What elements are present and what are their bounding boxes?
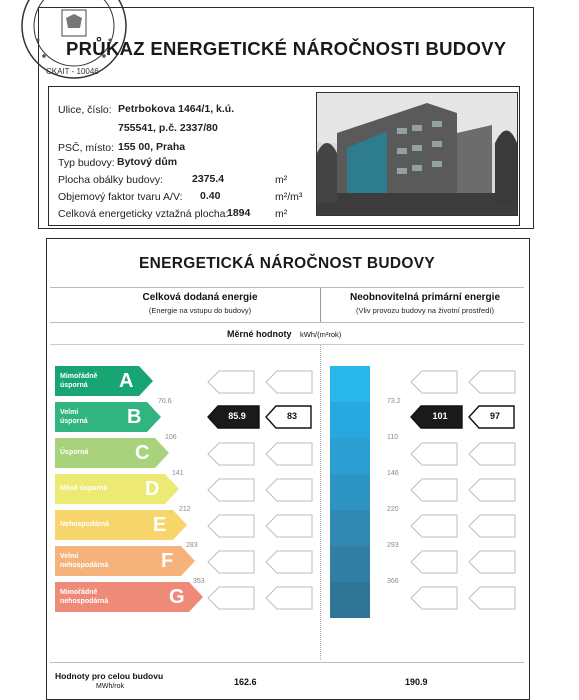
primary-energy-bar-segment (330, 582, 370, 618)
right-outline-arrow (468, 442, 516, 466)
specific-rule (50, 344, 524, 345)
class-letter-b: B (127, 406, 142, 428)
whole-building-label: Hodnoty pro celou budovu (55, 671, 164, 681)
left-outline-arrow (265, 514, 313, 538)
area-unit: m² (275, 208, 288, 220)
left-outline-arrow (265, 550, 313, 574)
class-label-d: Méně úsporná (60, 485, 108, 492)
left-outline-arrow (265, 370, 313, 394)
area-label: Celková energeticky vztažná plocha: (58, 208, 229, 220)
col1-title: Celková dodaná energie (142, 292, 258, 303)
bottom-rule (50, 662, 524, 663)
left-outline-arrow (207, 478, 255, 502)
primary-energy-bar-segment (330, 438, 370, 474)
type-value: Bytový dům (117, 156, 178, 168)
right-outline-arrow (410, 586, 458, 610)
class-label-b: Velmi (60, 409, 79, 416)
street-label: Ulice, číslo: (58, 104, 112, 116)
threshold-right: 220 (387, 506, 399, 513)
whole-building-delivered: 162.6 (234, 677, 257, 687)
right-outline-arrow (468, 478, 516, 502)
class-letter-e: E (153, 514, 167, 536)
primary-energy-bar-segment (330, 366, 370, 402)
document-title: PRŮKAZ ENERGETICKÉ NÁROČNOSTI BUDOVY (66, 38, 507, 59)
stamp-text: CKAIT - 10046 (46, 67, 99, 76)
left-outline-arrow (207, 370, 255, 394)
right-outline-arrow (468, 550, 516, 574)
threshold-left: 70.6 (158, 398, 172, 405)
shape-label: Objemový faktor tvaru A/V: (58, 191, 183, 203)
class-label2-b: úsporná (60, 418, 88, 425)
type-label: Typ budovy: (58, 157, 115, 169)
primary-energy-indicator-outline-value: 97 (489, 411, 500, 421)
class-label2-g: nehospodárná (60, 598, 109, 605)
class-label-e: Nehospodárná (60, 521, 110, 528)
class-label2-f: nehospodárná (60, 562, 109, 569)
class-label-c: Úsporná (60, 449, 89, 456)
primary-energy-bar-segment (330, 546, 370, 582)
left-outline-arrow (265, 442, 313, 466)
primary-energy-bar-segment (330, 510, 370, 546)
column-header-divider (320, 287, 321, 322)
shape-unit: m²/m³ (275, 191, 303, 203)
threshold-left: 212 (179, 506, 191, 513)
right-outline-arrow (410, 478, 458, 502)
center-divider (320, 345, 321, 660)
right-outline-arrow (468, 514, 516, 538)
col1-subtitle: (Energie na vstupu do budovy) (148, 306, 252, 315)
building-photo (316, 92, 518, 216)
right-outline-arrow (468, 586, 516, 610)
left-outline-arrow (265, 586, 313, 610)
rating-title: ENERGETICKÁ NÁROČNOST BUDOVY (138, 255, 436, 272)
right-outline-arrow (410, 514, 458, 538)
threshold-left: 106 (165, 434, 177, 441)
class-label-f: Velmi (60, 553, 79, 560)
class-letter-d: D (145, 478, 160, 500)
class-letter-f: F (161, 550, 174, 572)
class-letter-g: G (169, 586, 185, 608)
threshold-left: 141 (172, 470, 184, 477)
threshold-right: 146 (387, 470, 399, 477)
envelope-label: Plocha obálky budovy: (58, 174, 164, 186)
street-value: Petrbokova 1464/1, k.ú. (118, 103, 235, 115)
left-outline-arrow (207, 586, 255, 610)
right-outline-arrow (410, 370, 458, 394)
header-rule-bottom (50, 322, 524, 323)
left-outline-arrow (207, 550, 255, 574)
class-label-g: Mimořádně (60, 589, 98, 596)
envelope-value: 2375.4 (192, 173, 225, 185)
col2-subtitle: (Vliv provozu budovy na životní prostředí) (356, 306, 494, 315)
threshold-right: 73.2 (387, 398, 401, 405)
threshold-left: 353 (193, 578, 205, 585)
primary-energy-bar-segment (330, 402, 370, 438)
left-outline-arrow (265, 478, 313, 502)
right-outline-arrow (410, 442, 458, 466)
left-outline-arrow (207, 514, 255, 538)
threshold-right: 293 (387, 542, 399, 549)
specific-values-label: Měrné hodnoty (227, 329, 292, 339)
whole-building-unit: MWh/rok (96, 683, 124, 690)
primary-energy-indicator-value: 101 (432, 411, 448, 421)
threshold-right: 366 (387, 578, 399, 585)
class-label-a: Mimořádně (60, 373, 98, 380)
specific-values-unit: kWh/(m²rok) (300, 330, 342, 339)
col2-title: Neobnovitelná primární energie (349, 292, 501, 303)
delivered-energy-indicator-outline-value: 83 (286, 411, 297, 421)
psc-label: PSČ, místo: (58, 142, 115, 154)
header-rule (50, 287, 524, 288)
street-value-line2: 755541, p.č. 2337/80 (118, 122, 218, 134)
area-value: 1894 (227, 207, 251, 219)
right-outline-arrow (410, 550, 458, 574)
left-outline-arrow (207, 442, 255, 466)
envelope-unit: m² (275, 174, 288, 186)
threshold-right: 110 (387, 434, 399, 441)
right-outline-arrow (468, 370, 516, 394)
delivered-energy-indicator-value: 85.9 (228, 411, 246, 421)
whole-building-primary: 190.9 (405, 677, 428, 687)
class-letter-a: A (119, 370, 134, 392)
class-label2-a: úsporná (60, 382, 88, 389)
class-letter-c: C (135, 442, 150, 464)
threshold-left: 283 (186, 542, 198, 549)
psc-value: 155 00, Praha (118, 141, 186, 153)
shape-value: 0.40 (200, 190, 221, 202)
primary-energy-bar-segment (330, 474, 370, 510)
